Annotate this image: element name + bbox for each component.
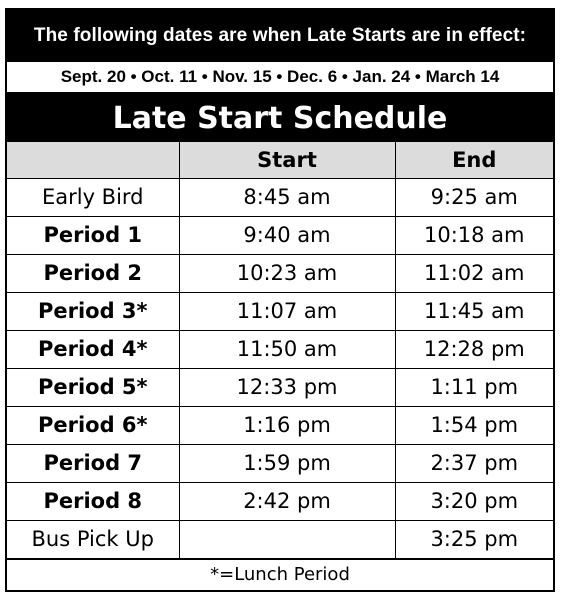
- start-time: 11:50 am: [179, 330, 395, 368]
- start-time: 1:16 pm: [179, 406, 395, 444]
- start-time: 9:40 am: [179, 216, 395, 254]
- period-label: Period 2: [7, 254, 179, 292]
- schedule-table: [7, 142, 553, 559]
- table-row: [7, 330, 553, 368]
- column-header-label: [7, 142, 179, 178]
- period-label: Period 5*: [7, 368, 179, 406]
- period-label: Bus Pick Up: [7, 520, 179, 558]
- table-row: [7, 520, 553, 558]
- late-start-dates-list: Sept. 20 • Oct. 11 • Nov. 15 • Dec. 6 • Jan. 24 • March 14: [7, 62, 553, 94]
- end-time: 3:25 pm: [395, 520, 553, 558]
- period-label: Period 6*: [7, 406, 179, 444]
- end-time: 10:18 am: [395, 216, 553, 254]
- end-time: 11:45 am: [395, 292, 553, 330]
- table-header-row: [7, 142, 553, 178]
- table-row: [7, 406, 553, 444]
- start-time: 10:23 am: [179, 254, 395, 292]
- period-label: Period 3*: [7, 292, 179, 330]
- start-time: 2:42 pm: [179, 482, 395, 520]
- period-label: Period 8: [7, 482, 179, 520]
- column-header-start: Start: [179, 142, 395, 178]
- end-time: 12:28 pm: [395, 330, 553, 368]
- start-time: [179, 520, 395, 558]
- start-time: 12:33 pm: [179, 368, 395, 406]
- late-start-dates-banner: The following dates are when Late Starts are in effect:: [7, 10, 553, 62]
- table-row: [7, 482, 553, 520]
- lunch-period-footnote: *=Lunch Period: [7, 559, 553, 591]
- end-time: 3:20 pm: [395, 482, 553, 520]
- start-time: 8:45 am: [179, 178, 395, 216]
- table-row: [7, 216, 553, 254]
- end-time: 9:25 am: [395, 178, 553, 216]
- period-label: Early Bird: [7, 178, 179, 216]
- start-time: 11:07 am: [179, 292, 395, 330]
- table-row: [7, 254, 553, 292]
- end-time: 11:02 am: [395, 254, 553, 292]
- column-header-end: End: [395, 142, 553, 178]
- end-time: 2:37 pm: [395, 444, 553, 482]
- period-label: Period 4*: [7, 330, 179, 368]
- period-label: Period 1: [7, 216, 179, 254]
- period-label: Period 7: [7, 444, 179, 482]
- table-row: [7, 292, 553, 330]
- end-time: 1:11 pm: [395, 368, 553, 406]
- start-time: 1:59 pm: [179, 444, 395, 482]
- table-row: [7, 178, 553, 216]
- end-time: 1:54 pm: [395, 406, 553, 444]
- schedule-title: Late Start Schedule: [7, 94, 553, 142]
- table-row: [7, 444, 553, 482]
- table-row: [7, 368, 553, 406]
- late-start-flyer: [5, 8, 555, 592]
